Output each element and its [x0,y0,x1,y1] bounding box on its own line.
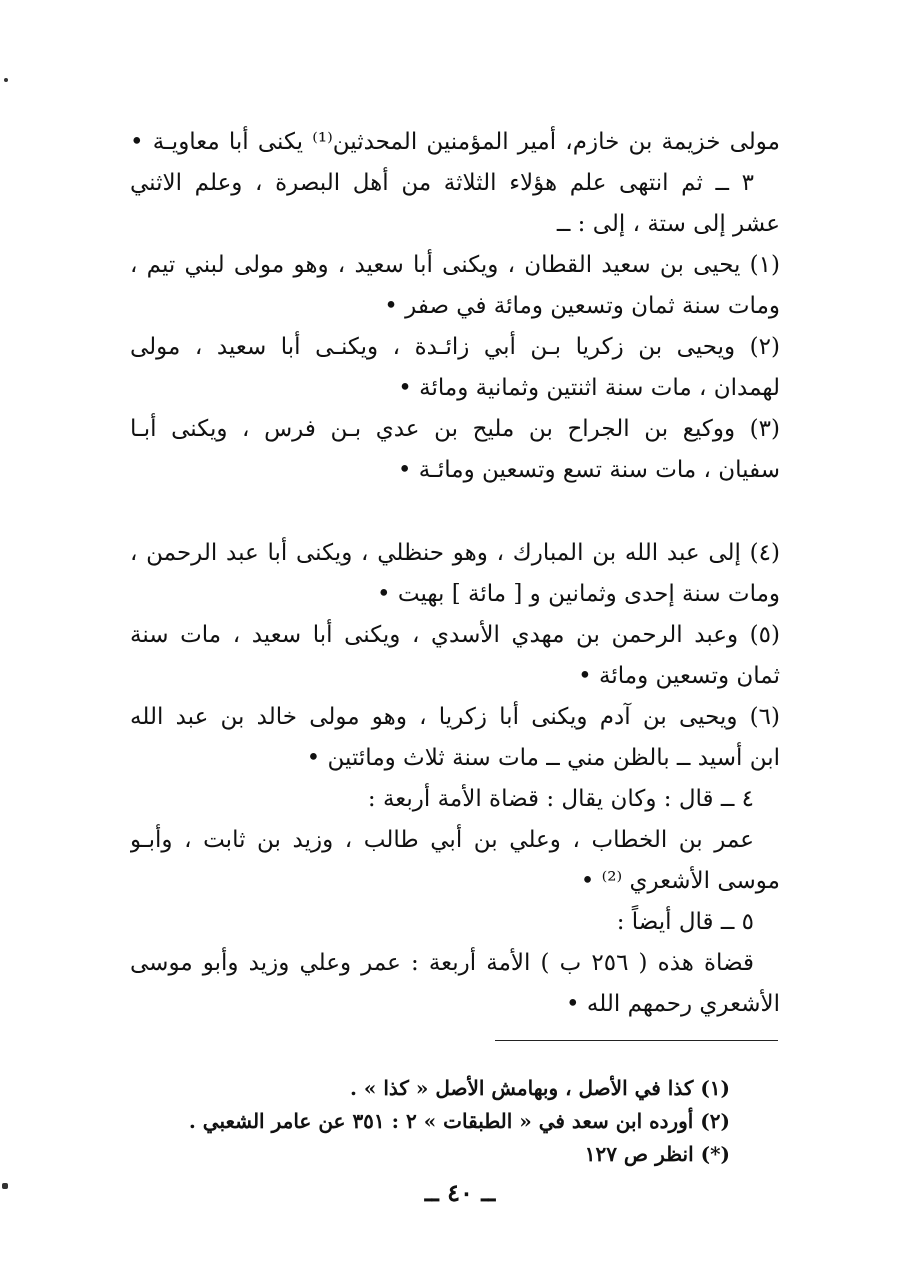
text-line: عمر بن الخطاب ، وعلي بن أبي طالب ، وزيد بن ثابت ، وأبـو [130,827,754,853]
text-line: الأشعري رحمهم الله • [566,991,780,1017]
text-line: ومات سنة إحدى وثمانين و [ مائة ] بهيت • [377,581,780,607]
text-line: (٤) إلى عبد الله بن المبارك ، وهو حنظلي ، ويكنى أبا عبد الرحمن ، [130,540,780,566]
footnotes [140,1072,740,1171]
text-line: ومات سنة ثمان وتسعين ومائة في صفر • [384,293,780,319]
text-line: ابن أسيد ــ بالظن مني ــ مات سنة ثلاث ومائتين • [306,745,780,771]
footnote: (٢) أورده ابن سعد في « الطبقات » ٢ : ٣٥١ عن عامر الشعبي . [188,1109,730,1133]
text-line: (٢) ويحيى بن زكريا بـن أبي زائـدة ، ويكنـى أبا سعيد ، مولى [130,334,780,360]
text-line: (١) يحيى بن سعيد القطان ، ويكنى أبا سعيد ، وهو مولى لبني تيم ، [130,252,780,278]
text-line: (٦) ويحيى بن آدم ويكنى أبا زكريا ، وهو مولى خالد بن عبد الله [130,704,780,730]
text-line: قضاة هذه ( ٢٥٦ ب ) الأمة أربعة : عمر وعلي وزيد وأبو موسى [130,950,755,976]
footnote: (١) كذا في الأصل ، وبهامش الأصل « كذا » . [349,1076,730,1100]
text-line: سفيان ، مات سنة تسع وتسعين ومائـة • [397,457,780,483]
text-line: (٥) وعبد الرحمن بن مهدي الأسدي ، ويكنى أبا سعيد ، مات سنة [130,622,780,648]
scan-speck [4,78,8,82]
text-line: عشر إلى ستة ، إلى : ــ [556,211,780,237]
text-line: ٥ ــ قال أيضاً : [616,909,754,935]
text-line: موسى الأشعري ⁽²⁾ • [580,868,780,894]
scan-speck [2,1183,8,1189]
footnote: (*) انظر ص ١٢٧ [584,1142,730,1166]
main-text [130,122,780,1025]
text-line: مولى خزيمة بن خازم، أمير المؤمنين المحدثين⁽¹⁾ يكنى أبا معاويـة • [130,129,780,155]
footnote-divider [495,1040,778,1041]
text-line: ثمان وتسعين ومائة • [578,663,780,689]
page-number: ــ ٤٠ ــ [424,1178,496,1207]
text-line: ٣ ــ ثم انتهى علم هؤلاء الثلاثة من أهل البصرة ، وعلم الاثني [130,170,754,196]
text-line: (٣) ووكيع بن الجراح بن مليح بن عدي بـن فرس ، ويكنى أبـا [130,416,780,442]
text-line: لهمدان ، مات سنة اثنتين وثمانية ومائة • [398,375,780,401]
text-line: ٤ ــ قال : وكان يقال : قضاة الأمة أربعة : [367,786,754,812]
